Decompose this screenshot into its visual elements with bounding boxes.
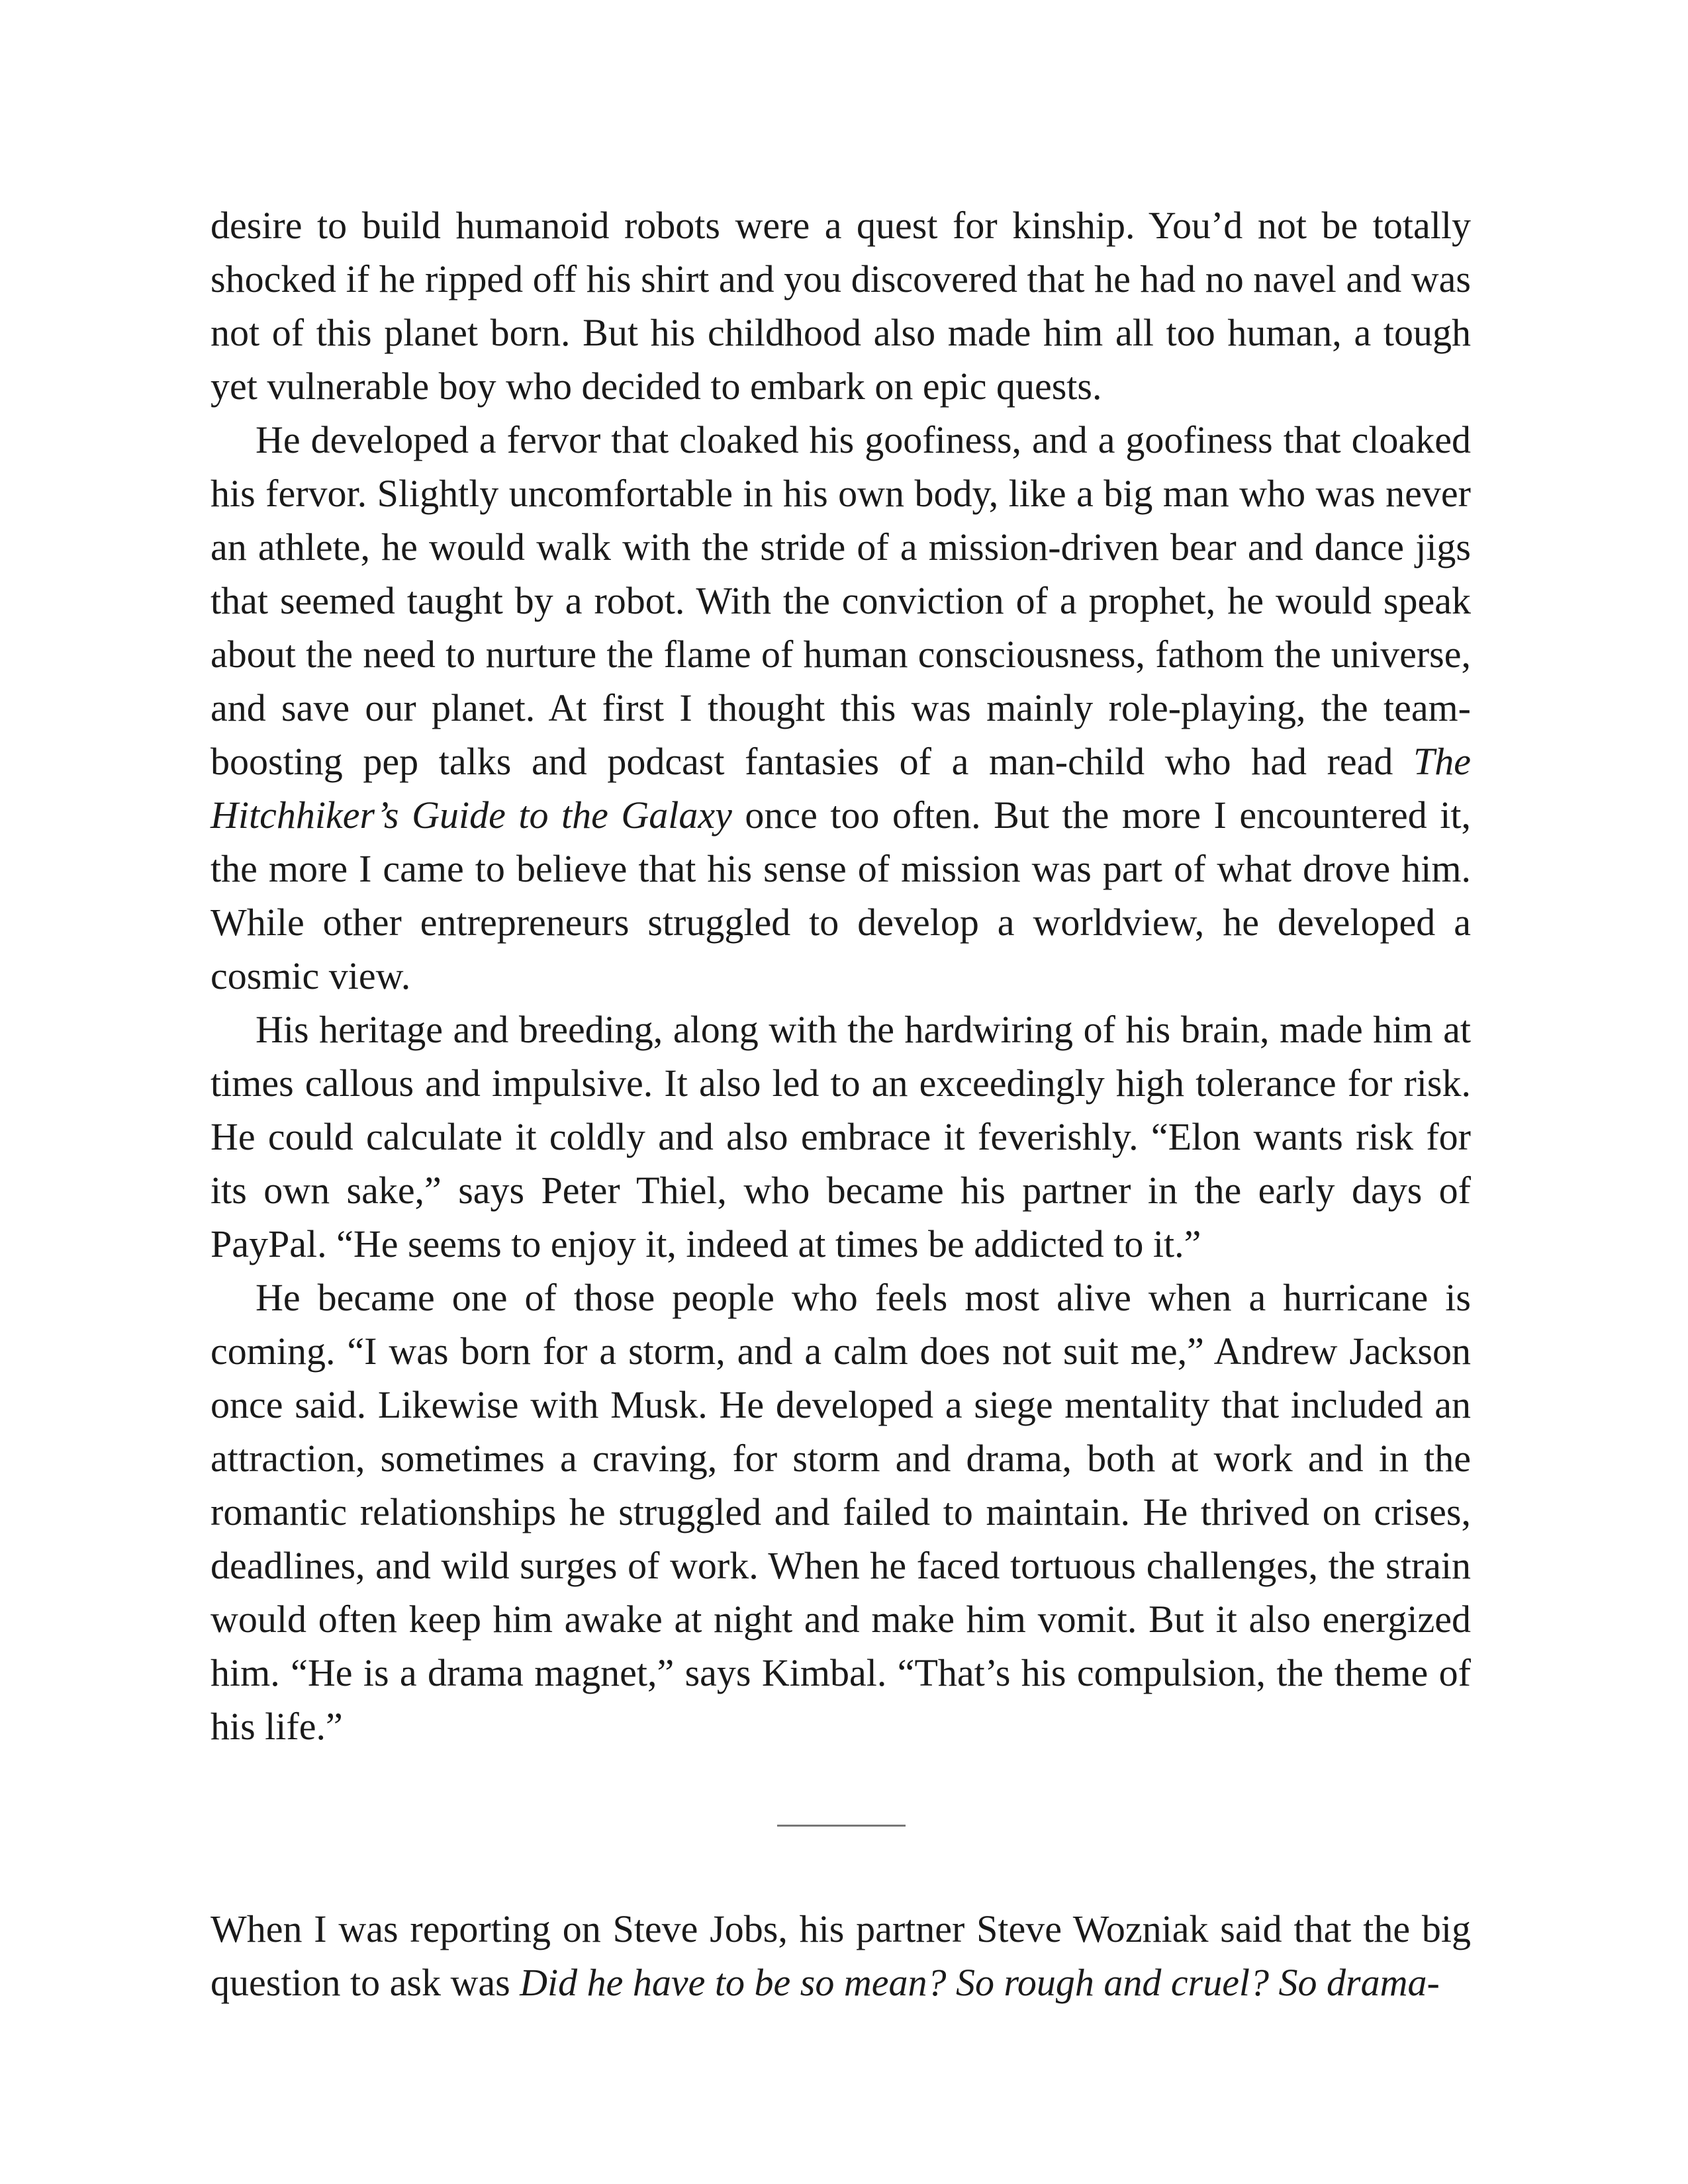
paragraph-5-text: When I was reporting on Steve Jobs, his partner Steve Wozniak said that the big question to ask was [211,1907,1471,2004]
page-body [211,199,1471,2009]
paragraph-5-italic-question: Did he have to be so mean? So rough and cruel? So drama- [520,1961,1440,2004]
paragraph-4-text: He became one of those people who feels most alive when a hurricane is coming. “I was born for a storm, and a calm does not suit me,” Andrew Jackson once said. Likewise with Musk. He developed a siege mentality that included an attraction, sometimes a craving, for storm and drama, both at work and in the romantic relationships he struggled and failed to maintain. He thrived on crises, deadlines, and wild surges of work. When he faced tortuous challenges, the strain would often keep him awake at night and make him vomit. But it also energized him. “He is a drama magnet,” says Kimbal. “That’s his compulsion, the theme of his life.” [211,1276,1471,1748]
section-break-rule [777,1825,906,1827]
paragraph-3 [211,1003,1471,1271]
paragraph-2-text-a: He developed a fervor that cloaked his goofiness, and a goofiness that cloaked his fervor. Slightly uncomfortable in his own body, like a big man who was never an athlete, he would walk with the stride of a mission-driven bear and dance jigs that seemed taught by a robot. With the conviction of a prophet, he would speak about the need to nurture the flame of human consciousness, fathom the universe, and save our planet. At first I thought this was mainly role-playing, the team-boosting pep talks and podcast fantasies of a man-child who had read [211,418,1471,783]
paragraph-1 [211,199,1471,413]
paragraph-4 [211,1271,1471,1753]
paragraph-2 [211,413,1471,1003]
paragraph-3-text: His heritage and breeding, along with the hardwiring of his brain, made him at times callous and impulsive. It also led to an exceedingly high tolerance for risk. He could calculate it coldly and also embrace it feverishly. “Elon wants risk for its own sake,” says Peter Thiel, who became his partner in the early days of PayPal. “He seems to enjoy it, indeed at times be addicted to it.” [211,1008,1471,1265]
paragraph-2-text-b: once too often. But the more I encountered it, the more I came to believe that his sense of mission was part of what drove him. While other entrepreneurs struggled to develop a worldview, he developed a cosmic view. [211,794,1471,997]
paragraph-1-text: desire to build humanoid robots were a quest for kinship. You’d not be totally shocked if he ripped off his shirt and you discovered that he had no navel and was not of this planet born. But his childhood also made him all too human, a tough yet vulnerable boy who decided to embark on epic quests. [211,204,1471,408]
paragraph-5 [211,1902,1471,2009]
section-break [211,1753,1471,1902]
book-title-hitchhikers-guide: The Hitchhiker’s Guide to the Galaxy [211,740,1471,837]
